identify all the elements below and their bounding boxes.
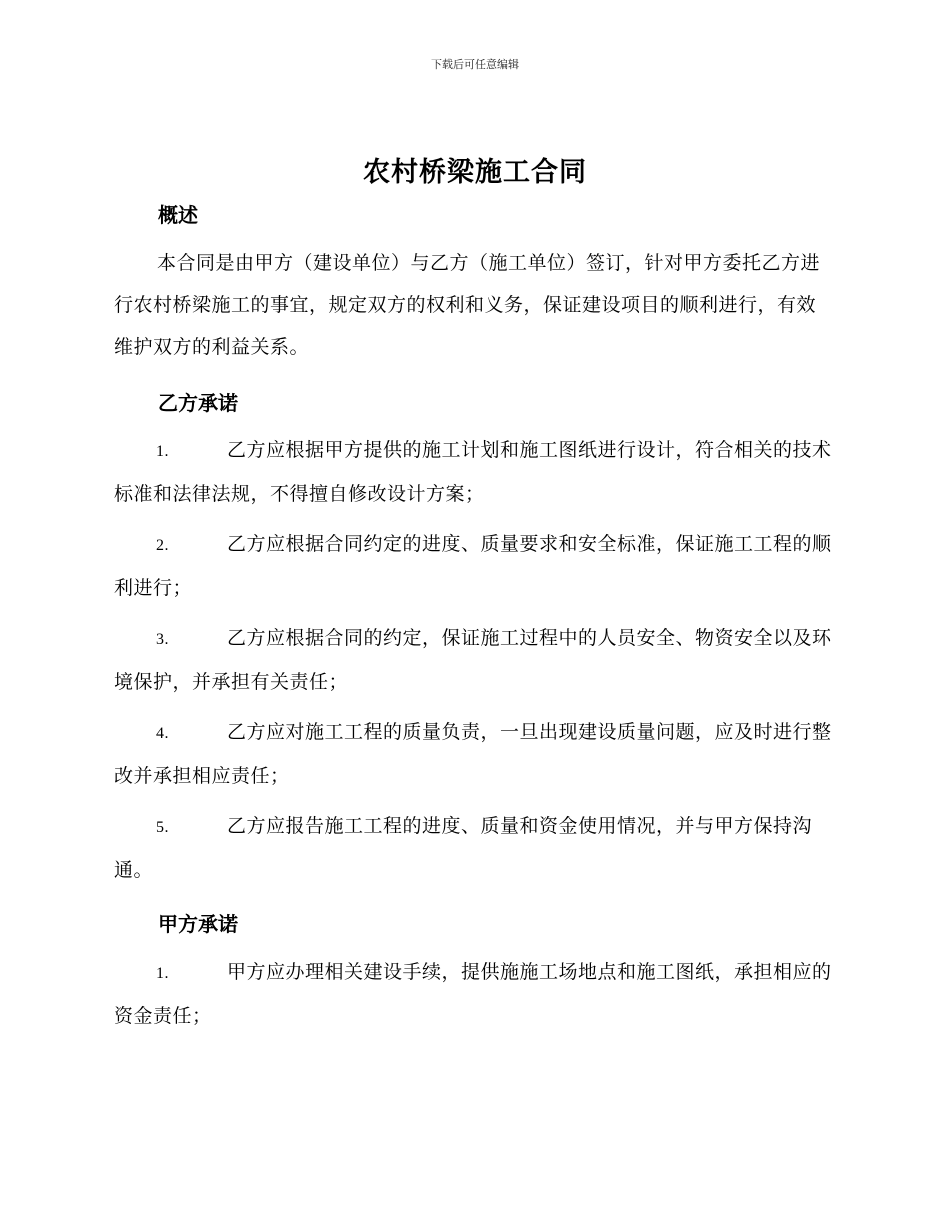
list-item-text: 乙方应根据合同的约定，保证施工过程中的人员安全、物资安全以及环境保护，并承担有关责任；	[114, 627, 832, 693]
page-header-note: 下载后可任意编辑	[431, 58, 519, 71]
list-item-text: 乙方应根据合同约定的进度、质量要求和安全标准，保证施工工程的顺利进行；	[114, 533, 832, 599]
list-item	[114, 951, 832, 1037]
overview-text: 本合同是由甲方（建设单位）与乙方（施工单位）签订，针对甲方委托乙方进行农村桥梁施工的事宜，规定双方的权利和义务，保证建设项目的顺利进行，有效维护双方的利益关系。	[114, 252, 821, 358]
list-item	[114, 711, 832, 797]
list-item-text: 乙方应对施工工程的质量负责，一旦出现建设质量问题，应及时进行整改并承担相应责任；	[114, 721, 832, 787]
list-item	[114, 617, 832, 703]
list-item-number: 3.	[156, 631, 169, 648]
overview-paragraph	[114, 242, 832, 368]
list-item-text: 乙方应根据甲方提供的施工计划和施工图纸进行设计，符合相关的技术标准和法律法规，不得擅自修改设计方案；	[114, 439, 832, 505]
list-item	[114, 523, 832, 609]
list-item	[114, 805, 832, 891]
list-item	[114, 429, 832, 515]
section-heading-party-a: 甲方承诺	[158, 912, 238, 936]
list-item-number: 2.	[156, 537, 169, 554]
list-item-number: 5.	[156, 819, 169, 836]
document-title: 农村桥梁施工合同	[363, 157, 587, 188]
section-heading-party-b: 乙方承诺	[158, 391, 238, 415]
section-heading-overview: 概述	[158, 203, 198, 227]
list-item-text: 甲方应办理相关建设手续，提供施施工场地点和施工图纸，承担相应的资金责任；	[114, 961, 832, 1027]
list-item-text: 乙方应报告施工工程的进度、质量和资金使用情况，并与甲方保持沟通。	[114, 815, 813, 881]
list-item-number: 4.	[156, 725, 169, 742]
list-item-number: 1.	[156, 443, 169, 460]
list-item-number: 1.	[156, 965, 169, 982]
